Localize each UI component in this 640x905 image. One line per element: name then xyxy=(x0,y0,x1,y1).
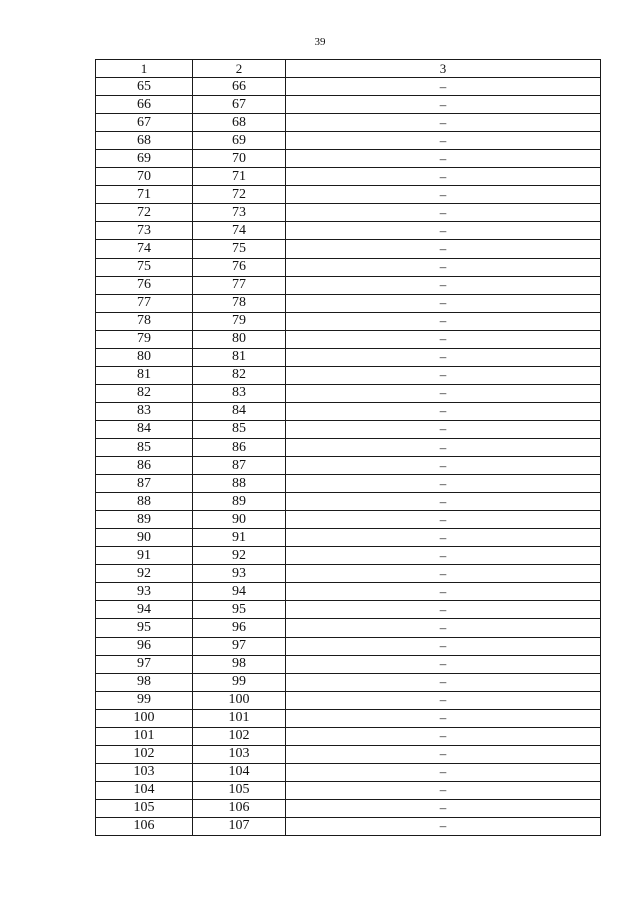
table-cell-col-2: 76 xyxy=(193,258,286,276)
table-cell-col-2: 107 xyxy=(193,817,286,835)
table-row xyxy=(96,294,601,312)
table-row xyxy=(96,709,601,727)
table-row xyxy=(96,204,601,222)
table-cell-col-3: – xyxy=(286,96,601,114)
column-header-1: 1 xyxy=(96,60,193,78)
table-row xyxy=(96,727,601,745)
table-cell-col-3: – xyxy=(286,817,601,835)
table-row xyxy=(96,420,601,438)
table-row xyxy=(96,511,601,529)
table-cell-col-2: 103 xyxy=(193,745,286,763)
table-cell-col-3: – xyxy=(286,78,601,96)
table-cell-col-3: – xyxy=(286,204,601,222)
table-cell-col-3: – xyxy=(286,150,601,168)
table-cell-col-3: – xyxy=(286,547,601,565)
table-cell-col-2: 68 xyxy=(193,114,286,132)
header-row xyxy=(96,60,601,78)
table-cell-col-2: 77 xyxy=(193,276,286,294)
table-cell-col-1: 87 xyxy=(96,475,193,493)
table-cell-col-3: – xyxy=(286,438,601,456)
table-cell-col-1: 104 xyxy=(96,781,193,799)
table-cell-col-2: 87 xyxy=(193,457,286,475)
table-cell-col-2: 86 xyxy=(193,438,286,456)
table-cell-col-3: – xyxy=(286,745,601,763)
table-cell-col-3: – xyxy=(286,312,601,330)
table-row xyxy=(96,565,601,583)
table-cell-col-3: – xyxy=(286,240,601,258)
table-row xyxy=(96,457,601,475)
table-cell-col-2: 98 xyxy=(193,655,286,673)
table-row xyxy=(96,475,601,493)
table-cell-col-1: 85 xyxy=(96,438,193,456)
table-cell-col-3: – xyxy=(286,601,601,619)
table-cell-col-3: – xyxy=(286,691,601,709)
table-cell-col-1: 75 xyxy=(96,258,193,276)
table-cell-col-3: – xyxy=(286,420,601,438)
table-cell-col-2: 72 xyxy=(193,186,286,204)
table-row xyxy=(96,402,601,420)
column-header-2: 2 xyxy=(193,60,286,78)
table-cell-col-3: – xyxy=(286,637,601,655)
table-cell-col-2: 102 xyxy=(193,727,286,745)
table-row xyxy=(96,547,601,565)
table-cell-col-2: 70 xyxy=(193,150,286,168)
table-cell-col-2: 92 xyxy=(193,547,286,565)
table-cell-col-1: 89 xyxy=(96,511,193,529)
table-cell-col-2: 67 xyxy=(193,96,286,114)
table-cell-col-1: 71 xyxy=(96,186,193,204)
table-cell-col-2: 74 xyxy=(193,222,286,240)
table-cell-col-2: 106 xyxy=(193,799,286,817)
table-cell-col-2: 88 xyxy=(193,475,286,493)
table-cell-col-3: – xyxy=(286,348,601,366)
table-cell-col-1: 99 xyxy=(96,691,193,709)
table-cell-col-2: 97 xyxy=(193,637,286,655)
table-cell-col-1: 73 xyxy=(96,222,193,240)
table-cell-col-1: 95 xyxy=(96,619,193,637)
table-cell-col-3: – xyxy=(286,709,601,727)
table-cell-col-3: – xyxy=(286,799,601,817)
table-row xyxy=(96,673,601,691)
table-row xyxy=(96,312,601,330)
table-cell-col-2: 100 xyxy=(193,691,286,709)
table-cell-col-2: 78 xyxy=(193,294,286,312)
table-cell-col-1: 93 xyxy=(96,583,193,601)
table-row xyxy=(96,384,601,402)
table-cell-col-3: – xyxy=(286,727,601,745)
table-cell-col-2: 96 xyxy=(193,619,286,637)
table-row xyxy=(96,745,601,763)
table-cell-col-3: – xyxy=(286,565,601,583)
table-cell-col-3: – xyxy=(286,529,601,547)
table-row xyxy=(96,619,601,637)
table-cell-col-3: – xyxy=(286,655,601,673)
table-cell-col-1: 101 xyxy=(96,727,193,745)
table-cell-col-3: – xyxy=(286,457,601,475)
table-cell-col-3: – xyxy=(286,781,601,799)
table-cell-col-1: 76 xyxy=(96,276,193,294)
table-cell-col-2: 95 xyxy=(193,601,286,619)
table-cell-col-2: 80 xyxy=(193,330,286,348)
table-cell-col-1: 90 xyxy=(96,529,193,547)
table-cell-col-1: 82 xyxy=(96,384,193,402)
table-cell-col-1: 67 xyxy=(96,114,193,132)
table-cell-col-3: – xyxy=(286,186,601,204)
table-row xyxy=(96,78,601,96)
table-cell-col-2: 104 xyxy=(193,763,286,781)
table-cell-col-1: 91 xyxy=(96,547,193,565)
table-cell-col-1: 66 xyxy=(96,96,193,114)
table-row xyxy=(96,168,601,186)
table-cell-col-3: – xyxy=(286,493,601,511)
table-row xyxy=(96,529,601,547)
table-cell-col-3: – xyxy=(286,475,601,493)
table-row xyxy=(96,186,601,204)
table-cell-col-3: – xyxy=(286,222,601,240)
table-row xyxy=(96,222,601,240)
table-cell-col-2: 73 xyxy=(193,204,286,222)
table-cell-col-1: 68 xyxy=(96,132,193,150)
table-body xyxy=(96,78,601,836)
table-row xyxy=(96,132,601,150)
table-cell-col-3: – xyxy=(286,132,601,150)
table-cell-col-1: 86 xyxy=(96,457,193,475)
table-cell-col-1: 97 xyxy=(96,655,193,673)
table-row xyxy=(96,691,601,709)
table-row xyxy=(96,258,601,276)
table-cell-col-1: 88 xyxy=(96,493,193,511)
table-cell-col-3: – xyxy=(286,763,601,781)
table-cell-col-1: 80 xyxy=(96,348,193,366)
table-row xyxy=(96,240,601,258)
table-cell-col-1: 92 xyxy=(96,565,193,583)
table-cell-col-1: 74 xyxy=(96,240,193,258)
table-row xyxy=(96,348,601,366)
table-cell-col-2: 94 xyxy=(193,583,286,601)
table-cell-col-1: 96 xyxy=(96,637,193,655)
page-number: 39 xyxy=(314,36,326,48)
table-cell-col-1: 84 xyxy=(96,420,193,438)
table-row xyxy=(96,637,601,655)
table-row xyxy=(96,366,601,384)
table-cell-col-3: – xyxy=(286,330,601,348)
table-row xyxy=(96,493,601,511)
table-cell-col-2: 91 xyxy=(193,529,286,547)
table-row xyxy=(96,781,601,799)
table-cell-col-2: 83 xyxy=(193,384,286,402)
column-header-3: 3 xyxy=(286,60,601,78)
table-cell-col-2: 79 xyxy=(193,312,286,330)
table-row xyxy=(96,114,601,132)
table-cell-col-3: – xyxy=(286,114,601,132)
table-cell-col-2: 89 xyxy=(193,493,286,511)
table-cell-col-1: 103 xyxy=(96,763,193,781)
table-cell-col-2: 69 xyxy=(193,132,286,150)
table-cell-col-1: 100 xyxy=(96,709,193,727)
table-cell-col-1: 69 xyxy=(96,150,193,168)
table-cell-col-2: 90 xyxy=(193,511,286,529)
table-cell-col-2: 105 xyxy=(193,781,286,799)
table-header xyxy=(96,60,601,78)
table-cell-col-1: 94 xyxy=(96,601,193,619)
table-row xyxy=(96,96,601,114)
table-cell-col-2: 84 xyxy=(193,402,286,420)
table-cell-col-3: – xyxy=(286,276,601,294)
table-cell-col-2: 66 xyxy=(193,78,286,96)
table-cell-col-2: 99 xyxy=(193,673,286,691)
table-cell-col-3: – xyxy=(286,619,601,637)
table-cell-col-3: – xyxy=(286,258,601,276)
table-cell-col-2: 82 xyxy=(193,366,286,384)
table-cell-col-3: – xyxy=(286,366,601,384)
table-cell-col-1: 81 xyxy=(96,366,193,384)
table-cell-col-1: 106 xyxy=(96,817,193,835)
table-cell-col-2: 85 xyxy=(193,420,286,438)
table-cell-col-3: – xyxy=(286,384,601,402)
table-cell-col-1: 102 xyxy=(96,745,193,763)
table-row xyxy=(96,655,601,673)
table-cell-col-1: 83 xyxy=(96,402,193,420)
table-row xyxy=(96,799,601,817)
table-cell-col-2: 101 xyxy=(193,709,286,727)
table-cell-col-3: – xyxy=(286,583,601,601)
table-row xyxy=(96,150,601,168)
table-row xyxy=(96,817,601,835)
table-row xyxy=(96,276,601,294)
data-table xyxy=(95,59,601,836)
table-cell-col-1: 78 xyxy=(96,312,193,330)
table-row xyxy=(96,601,601,619)
table-row xyxy=(96,330,601,348)
table-row xyxy=(96,438,601,456)
table-cell-col-3: – xyxy=(286,168,601,186)
table-cell-col-3: – xyxy=(286,673,601,691)
table-cell-col-2: 75 xyxy=(193,240,286,258)
table-row xyxy=(96,763,601,781)
table-cell-col-2: 93 xyxy=(193,565,286,583)
table-cell-col-2: 81 xyxy=(193,348,286,366)
table-row xyxy=(96,583,601,601)
table-cell-col-1: 79 xyxy=(96,330,193,348)
table-cell-col-3: – xyxy=(286,511,601,529)
table-cell-col-1: 72 xyxy=(96,204,193,222)
table-cell-col-3: – xyxy=(286,294,601,312)
table-cell-col-1: 65 xyxy=(96,78,193,96)
table-cell-col-3: – xyxy=(286,402,601,420)
table-cell-col-1: 105 xyxy=(96,799,193,817)
table-cell-col-2: 71 xyxy=(193,168,286,186)
table-cell-col-1: 77 xyxy=(96,294,193,312)
table-cell-col-1: 70 xyxy=(96,168,193,186)
table-cell-col-1: 98 xyxy=(96,673,193,691)
